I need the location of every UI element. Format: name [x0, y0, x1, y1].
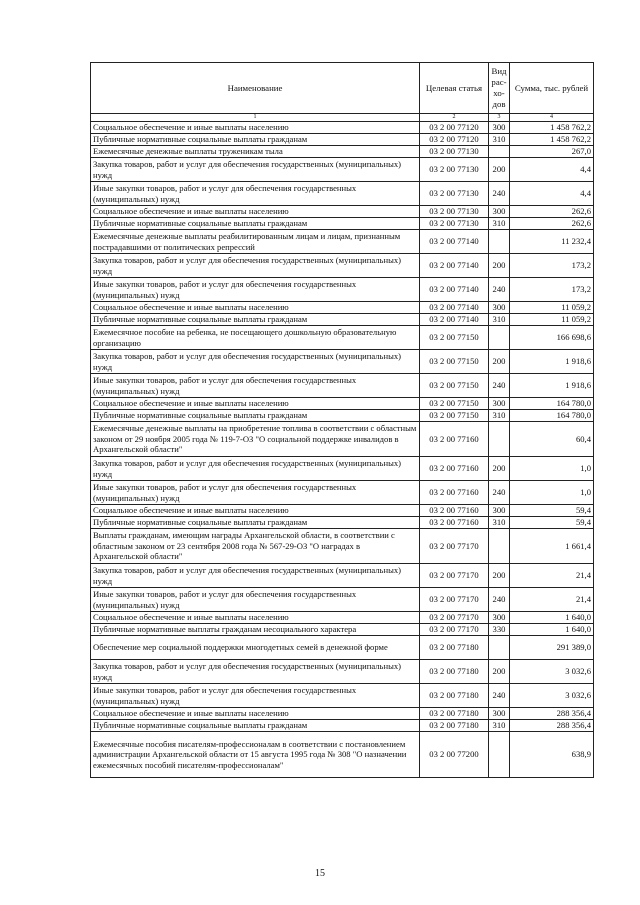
budget-table [90, 62, 594, 778]
row-name: Закупка товаров, работ и услуг для обеспечения государственных (муниципальных) нужд [91, 158, 420, 182]
row-name: Социальное обеспечение и иные выплаты населению [91, 505, 420, 517]
row-expense-type [489, 326, 510, 350]
table-row [91, 314, 594, 326]
header-code: Целевая статья [420, 63, 489, 114]
row-amount: 11 232,4 [510, 230, 594, 254]
row-expense-type: 200 [489, 564, 510, 588]
row-expense-type: 240 [489, 278, 510, 302]
row-amount: 3 032,6 [510, 684, 594, 708]
table-row [91, 218, 594, 230]
row-expense-type: 300 [489, 302, 510, 314]
table-row [91, 612, 594, 624]
row-amount: 4,4 [510, 182, 594, 206]
row-amount: 21,4 [510, 564, 594, 588]
row-expense-type: 300 [489, 398, 510, 410]
row-target-code: 03 2 00 77140 [420, 254, 489, 278]
row-amount: 164 780,0 [510, 410, 594, 422]
row-name: Социальное обеспечение и иные выплаты населению [91, 122, 420, 134]
row-name: Иные закупки товаров, работ и услуг для обеспечения государственных (муниципальных) нужд [91, 588, 420, 612]
row-target-code: 03 2 00 77160 [420, 457, 489, 481]
table-row [91, 624, 594, 636]
row-amount: 59,4 [510, 505, 594, 517]
header-sum: Сумма, тыс. рублей [510, 63, 594, 114]
row-name: Публичные нормативные социальные выплаты гражданам [91, 314, 420, 326]
row-expense-type: 240 [489, 481, 510, 505]
row-expense-type: 300 [489, 505, 510, 517]
row-name: Социальное обеспечение и иные выплаты населению [91, 302, 420, 314]
row-name: Закупка товаров, работ и услуг для обеспечения государственных (муниципальных) нужд [91, 457, 420, 481]
row-target-code: 03 2 00 77160 [420, 505, 489, 517]
page-number: 15 [315, 868, 325, 879]
table-row [91, 481, 594, 505]
table-row [91, 398, 594, 410]
row-expense-type: 200 [489, 660, 510, 684]
row-amount: 288 356,4 [510, 708, 594, 720]
row-expense-type: 240 [489, 182, 510, 206]
row-amount: 3 032,6 [510, 660, 594, 684]
row-amount: 4,4 [510, 158, 594, 182]
row-amount: 173,2 [510, 254, 594, 278]
row-expense-type: 300 [489, 708, 510, 720]
table-row [91, 564, 594, 588]
row-target-code: 03 2 00 77150 [420, 326, 489, 350]
row-target-code: 03 2 00 77130 [420, 158, 489, 182]
row-expense-type: 310 [489, 218, 510, 230]
row-target-code: 03 2 00 77180 [420, 660, 489, 684]
row-target-code: 03 2 00 77170 [420, 529, 489, 564]
row-target-code: 03 2 00 77180 [420, 684, 489, 708]
row-name: Выплаты гражданам, имеющим награды Архангельской области, в соответствии с областным законом от 23 сентября 2008 года № 567-29-ОЗ "О наградах в Архангельской области" [91, 529, 420, 564]
table-row [91, 505, 594, 517]
table-row [91, 422, 594, 457]
table-row [91, 529, 594, 564]
row-amount: 1 661,4 [510, 529, 594, 564]
row-expense-type: 330 [489, 624, 510, 636]
row-target-code: 03 2 00 77130 [420, 146, 489, 158]
row-amount: 267,0 [510, 146, 594, 158]
row-target-code: 03 2 00 77180 [420, 720, 489, 732]
row-name: Закупка товаров, работ и услуг для обеспечения государственных (муниципальных) нужд [91, 564, 420, 588]
row-expense-type: 310 [489, 134, 510, 146]
row-expense-type [489, 529, 510, 564]
row-name: Социальное обеспечение и иные выплаты населению [91, 398, 420, 410]
row-name: Иные закупки товаров, работ и услуг для обеспечения государственных (муниципальных) нужд [91, 374, 420, 398]
table-row [91, 158, 594, 182]
row-name: Публичные нормативные социальные выплаты гражданам [91, 517, 420, 529]
row-target-code: 03 2 00 77150 [420, 410, 489, 422]
row-expense-type [489, 230, 510, 254]
row-amount: 638,9 [510, 732, 594, 778]
column-number: 3 [489, 114, 510, 122]
table-row [91, 457, 594, 481]
row-name: Иные закупки товаров, работ и услуг для обеспечения государственных (муниципальных) нужд [91, 684, 420, 708]
row-amount: 60,4 [510, 422, 594, 457]
row-amount: 21,4 [510, 588, 594, 612]
row-target-code: 03 2 00 77170 [420, 588, 489, 612]
row-target-code: 03 2 00 77140 [420, 314, 489, 326]
row-name: Иные закупки товаров, работ и услуг для обеспечения государственных (муниципальных) нужд [91, 278, 420, 302]
table-row [91, 636, 594, 660]
column-number: 2 [420, 114, 489, 122]
row-name: Закупка товаров, работ и услуг для обеспечения государственных (муниципальных) нужд [91, 660, 420, 684]
row-target-code: 03 2 00 77130 [420, 218, 489, 230]
row-expense-type: 300 [489, 206, 510, 218]
table-body [91, 122, 594, 778]
row-name: Ежемесячные денежные выплаты на приобретение топлива в соответствии с областным законом от 29 ноября 2005 года № 119-7-ОЗ "О социальной поддержке инвалидов в Архангельской области" [91, 422, 420, 457]
table-row [91, 230, 594, 254]
column-number: 4 [510, 114, 594, 122]
row-expense-type: 240 [489, 374, 510, 398]
row-target-code: 03 2 00 77140 [420, 278, 489, 302]
row-amount: 173,2 [510, 278, 594, 302]
row-amount: 262,6 [510, 218, 594, 230]
row-target-code: 03 2 00 77120 [420, 134, 489, 146]
row-expense-type: 240 [489, 684, 510, 708]
row-expense-type: 300 [489, 122, 510, 134]
row-name: Ежемесячные денежные выплаты реабилитированным лицам и лицам, признанным пострадавшими от политических репрессий [91, 230, 420, 254]
row-name: Публичные нормативные выплаты гражданам несоциального характера [91, 624, 420, 636]
table-row [91, 720, 594, 732]
row-name: Публичные нормативные социальные выплаты гражданам [91, 218, 420, 230]
table-row [91, 206, 594, 218]
row-expense-type: 200 [489, 158, 510, 182]
row-amount: 1 640,0 [510, 612, 594, 624]
row-name: Закупка товаров, работ и услуг для обеспечения государственных (муниципальных) нужд [91, 254, 420, 278]
row-amount: 59,4 [510, 517, 594, 529]
row-target-code: 03 2 00 77140 [420, 230, 489, 254]
table-row [91, 134, 594, 146]
row-expense-type: 200 [489, 350, 510, 374]
row-target-code: 03 2 00 77150 [420, 398, 489, 410]
row-target-code: 03 2 00 77200 [420, 732, 489, 778]
row-amount: 11 059,2 [510, 314, 594, 326]
row-name: Обеспечение мер социальной поддержки многодетных семей в денежной форме [91, 636, 420, 660]
table-row [91, 122, 594, 134]
row-amount: 288 356,4 [510, 720, 594, 732]
row-target-code: 03 2 00 77170 [420, 612, 489, 624]
row-expense-type: 200 [489, 457, 510, 481]
row-amount: 1,0 [510, 481, 594, 505]
row-name: Иные закупки товаров, работ и услуг для обеспечения государственных (муниципальных) нужд [91, 481, 420, 505]
row-name: Публичные нормативные социальные выплаты гражданам [91, 410, 420, 422]
header-type: Вид рас-хо-дов [489, 63, 510, 114]
row-expense-type [489, 422, 510, 457]
row-amount: 262,6 [510, 206, 594, 218]
row-name: Социальное обеспечение и иные выплаты населению [91, 206, 420, 218]
row-target-code: 03 2 00 77150 [420, 374, 489, 398]
row-target-code: 03 2 00 77170 [420, 624, 489, 636]
row-name: Публичные нормативные социальные выплаты гражданам [91, 720, 420, 732]
row-target-code: 03 2 00 77160 [420, 422, 489, 457]
table-row [91, 254, 594, 278]
row-target-code: 03 2 00 77130 [420, 182, 489, 206]
table-row [91, 278, 594, 302]
row-name: Социальное обеспечение и иные выплаты населению [91, 612, 420, 624]
row-expense-type: 240 [489, 588, 510, 612]
row-target-code: 03 2 00 77140 [420, 302, 489, 314]
row-expense-type: 300 [489, 612, 510, 624]
table-row [91, 146, 594, 158]
table-row [91, 410, 594, 422]
row-name: Иные закупки товаров, работ и услуг для обеспечения государственных (муниципальных) нужд [91, 182, 420, 206]
row-amount: 1 918,6 [510, 374, 594, 398]
table-row [91, 374, 594, 398]
row-target-code: 03 2 00 77170 [420, 564, 489, 588]
table-row [91, 684, 594, 708]
row-name: Ежемесячные денежные выплаты труженикам тыла [91, 146, 420, 158]
row-name: Социальное обеспечение и иные выплаты населению [91, 708, 420, 720]
row-target-code: 03 2 00 77160 [420, 481, 489, 505]
row-amount: 1 640,0 [510, 624, 594, 636]
table-row [91, 517, 594, 529]
header-name: Наименование [91, 63, 420, 114]
row-amount: 1 458 762,2 [510, 134, 594, 146]
row-amount: 1 458 762,2 [510, 122, 594, 134]
row-amount: 1 918,6 [510, 350, 594, 374]
row-expense-type [489, 732, 510, 778]
table-row [91, 350, 594, 374]
table-row [91, 302, 594, 314]
table-row [91, 588, 594, 612]
row-expense-type: 310 [489, 517, 510, 529]
row-name: Публичные нормативные социальные выплаты гражданам [91, 134, 420, 146]
row-target-code: 03 2 00 77180 [420, 708, 489, 720]
table-row [91, 182, 594, 206]
row-name: Закупка товаров, работ и услуг для обеспечения государственных (муниципальных) нужд [91, 350, 420, 374]
row-amount: 291 389,0 [510, 636, 594, 660]
row-expense-type [489, 146, 510, 158]
row-target-code: 03 2 00 77150 [420, 350, 489, 374]
row-target-code: 03 2 00 77180 [420, 636, 489, 660]
row-target-code: 03 2 00 77130 [420, 206, 489, 218]
row-expense-type: 310 [489, 410, 510, 422]
row-target-code: 03 2 00 77160 [420, 517, 489, 529]
row-amount: 11 059,2 [510, 302, 594, 314]
row-expense-type: 310 [489, 720, 510, 732]
row-target-code: 03 2 00 77120 [420, 122, 489, 134]
row-amount: 164 780,0 [510, 398, 594, 410]
table-row [91, 732, 594, 778]
row-expense-type [489, 636, 510, 660]
row-amount: 166 698,6 [510, 326, 594, 350]
table-row [91, 660, 594, 684]
row-name: Ежемесячные пособия писателям-профессионалам в соответствии с постановлением администрации Архангельской области от 15 августа 1995 года № 308 "О назначении ежемесячных пособий писателям-профессионалам" [91, 732, 420, 778]
row-expense-type: 310 [489, 314, 510, 326]
column-number: 1 [91, 114, 420, 122]
row-expense-type: 200 [489, 254, 510, 278]
row-name: Ежемесячное пособие на ребенка, не посещающего дошкольную образовательную организацию [91, 326, 420, 350]
table-header [91, 63, 594, 122]
table-row [91, 326, 594, 350]
table-row [91, 708, 594, 720]
row-amount: 1,0 [510, 457, 594, 481]
